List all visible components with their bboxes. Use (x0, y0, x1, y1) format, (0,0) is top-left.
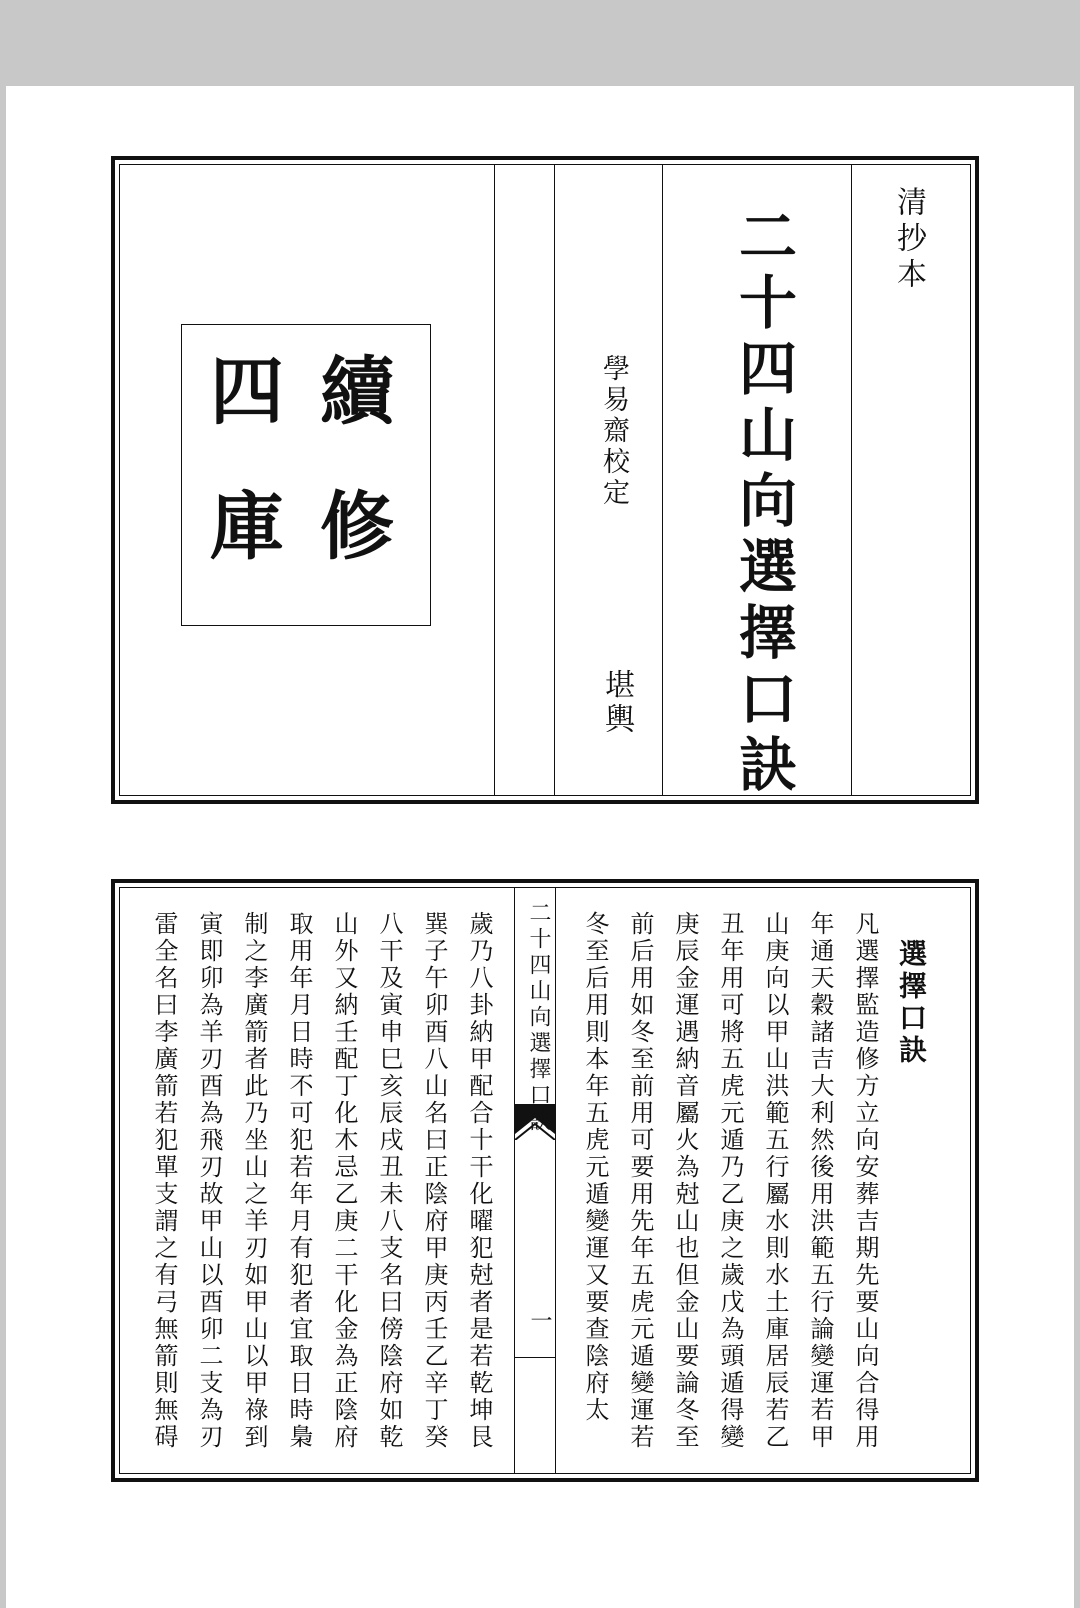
text-column: 山庚向以甲山洪範五行屬水則水土庫居辰若乙 (761, 911, 789, 1451)
text-column: 歲乃八卦納甲配合十干化曜犯尅者是若乾坤艮 (465, 911, 493, 1451)
fold-rule-right (555, 887, 556, 1474)
fold-rule-left (514, 887, 515, 1474)
seal-glyph: 庫 (210, 484, 284, 570)
text-column: 凡選擇監造修方立向安葬吉期先要山向合得用 (851, 911, 879, 1451)
cover-column-rule (662, 164, 663, 796)
text-column: 前后用如冬至前用可要用先年五虎元遁變運若 (626, 911, 654, 1451)
text-column: 取用年月日時不可犯若年月有犯者宜取日時梟 (285, 911, 313, 1451)
collection-seal (181, 324, 431, 626)
collator-note: 學易齋校定 (598, 354, 629, 509)
fold-title: 二十四山向選擇口訣 (526, 901, 551, 1135)
text-column: 寅即卯為羊刃酉為飛刃故甲山以酉卯二支為刃 (195, 911, 223, 1451)
text-column: 八干及寅申巳亥辰戌丑未八支名曰傍陰府如乾 (375, 911, 403, 1451)
text-column: 雷全名曰李廣箭若犯單支謂之有弓無箭則無碍 (150, 911, 178, 1451)
section-heading: 選擇口訣 (895, 939, 928, 1067)
seal-glyph: 續 (320, 349, 394, 435)
cover-column-rule (554, 164, 555, 796)
cover-page (111, 156, 979, 804)
category-label: 堪輿 (599, 669, 634, 737)
text-column: 冬至后用則本年五虎元遁變運又要查陰府太 (581, 911, 609, 1424)
seal-glyph: 修 (320, 484, 394, 570)
text-column: 制之李廣箭者此乃坐山之羊刃如甲山以甲祿到 (240, 911, 268, 1451)
page-number: 一 (527, 1309, 552, 1331)
book-title: 二十四山向選擇口訣 (729, 206, 797, 800)
seal-glyph: 四 (210, 349, 284, 435)
text-column: 庚辰金運遇納音屬火為尅山也但金山要論冬至 (671, 911, 699, 1451)
text-column: 山外又納壬配丁化木忌乙庚二干化金為正陰府 (330, 911, 358, 1451)
text-column: 丑年用可將五虎元遁乃乙庚之歲戊為頭遁得變 (716, 911, 744, 1451)
fold-divider (515, 1357, 555, 1358)
cover-column-rule (494, 164, 495, 796)
edition-label: 清抄本 (891, 186, 926, 294)
cover-column-rule (851, 164, 852, 796)
text-column: 年通天穀諸吉大利然後用洪範五行論變運若甲 (806, 911, 834, 1451)
scanned-sheet (6, 86, 1074, 1608)
text-leaf (111, 879, 979, 1482)
text-column: 巽子午卯酉八山名曰正陰府甲庚丙壬乙辛丁癸 (420, 911, 448, 1451)
